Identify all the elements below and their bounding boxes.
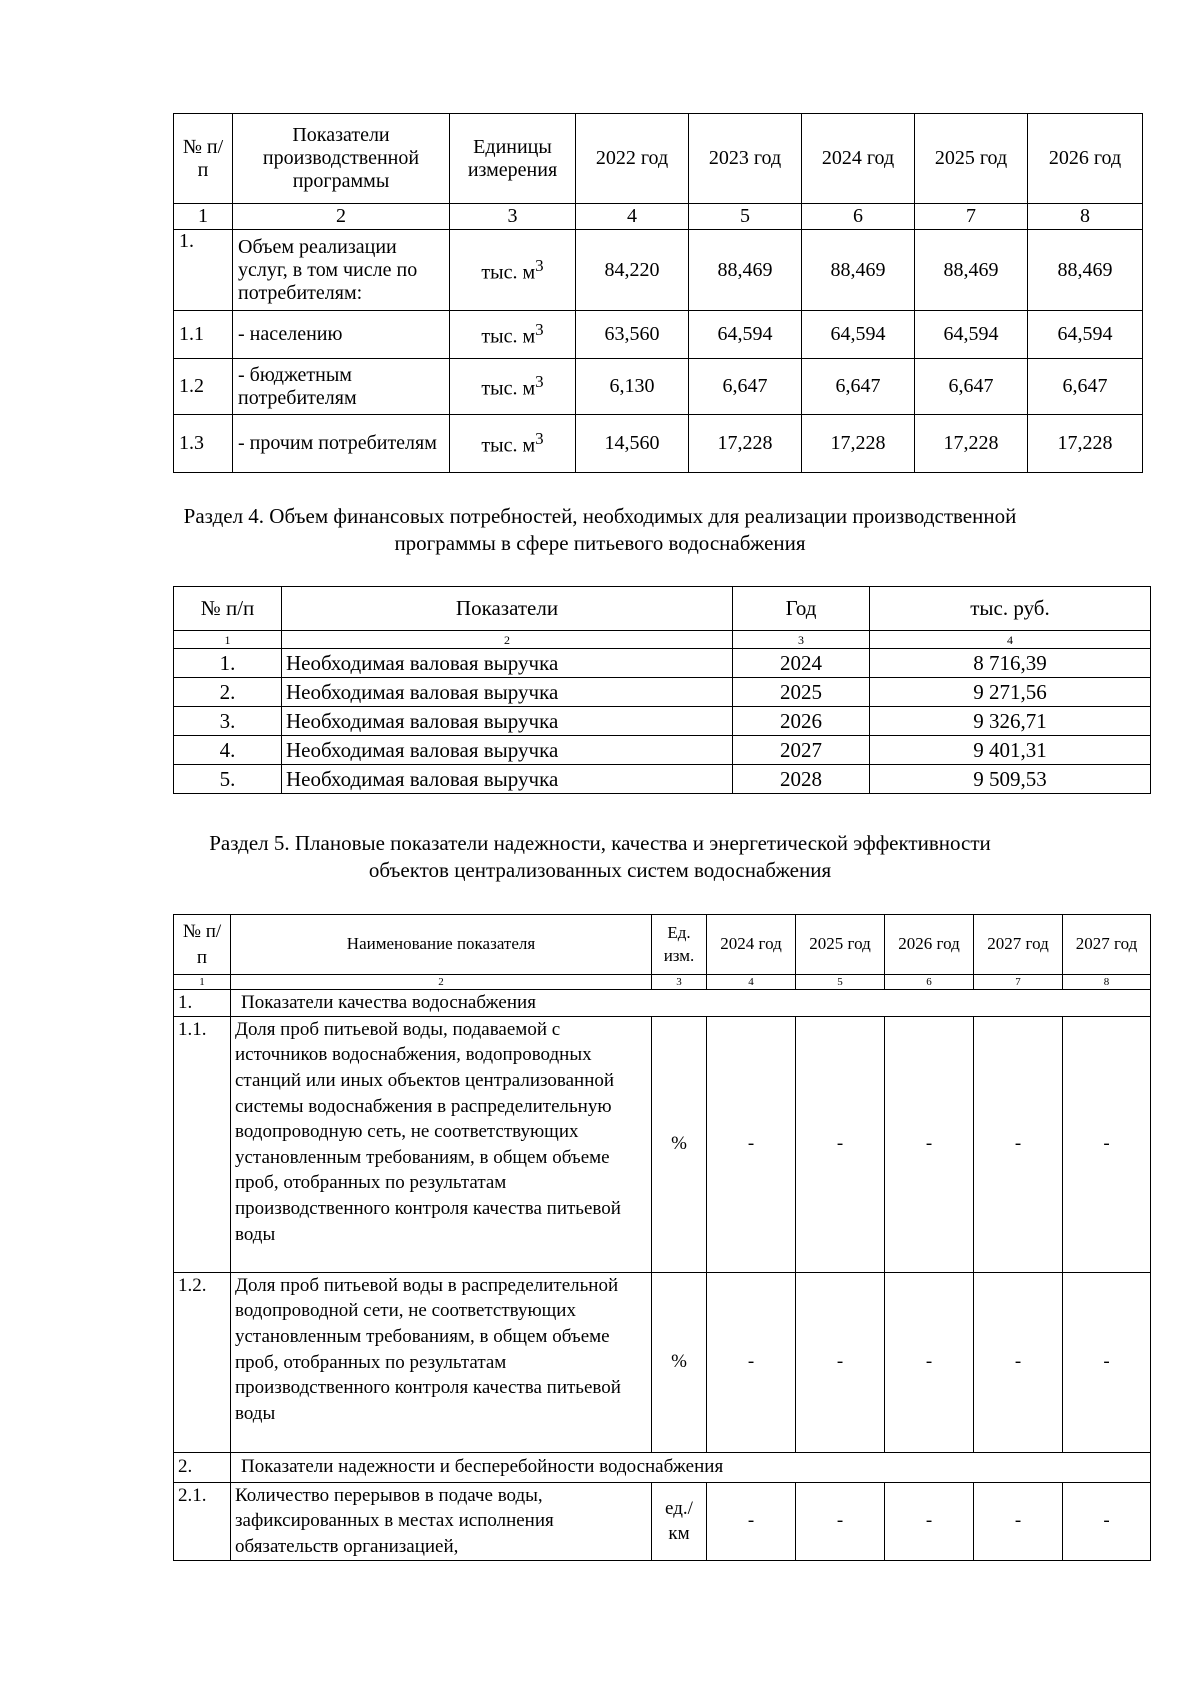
financial-needs-table — [173, 586, 1151, 794]
row-name: Объем реализации услуг, в том числе по потребителям: — [233, 230, 450, 311]
row-num: 2. — [174, 678, 282, 707]
row-value: 88,469 — [802, 230, 915, 311]
header-indicator: Показатели производственной программы — [233, 114, 450, 204]
row-unit: тыс. $м^3$ — [450, 415, 576, 473]
row-value: 8 716,39 — [870, 649, 1151, 678]
row-value: - — [974, 1016, 1063, 1272]
row-value: 64,594 — [802, 311, 915, 359]
row-value: - — [885, 1272, 974, 1452]
table-row — [174, 1482, 1151, 1560]
row-value: 9 271,56 — [870, 678, 1151, 707]
row-value: 6,647 — [802, 359, 915, 415]
row-year: 2024 — [733, 649, 870, 678]
section5-title — [0, 830, 1200, 884]
col-number: 8 — [1028, 204, 1143, 230]
row-unit: тыс. $м^3$ — [450, 230, 576, 311]
row-num: 5. — [174, 765, 282, 794]
row-name: Количество перерывов в подаче воды, зафиксированных в местах исполнения обязательств организацией, — [231, 1482, 652, 1560]
header-unit: Ед. изм. — [652, 915, 707, 975]
table-row — [174, 230, 1143, 311]
header-num: № п/п — [174, 114, 233, 204]
row-num: 1. — [174, 649, 282, 678]
row-unit: % — [652, 1016, 707, 1272]
row-name: - прочим потребителям — [233, 415, 450, 473]
row-value: - — [974, 1482, 1063, 1560]
row-unit: % — [652, 1272, 707, 1452]
row-value: - — [1063, 1482, 1151, 1560]
header-value: тыс. руб. — [870, 587, 1151, 631]
group-num: 1. — [174, 990, 231, 1017]
table-row — [174, 1016, 1151, 1272]
row-value: 64,594 — [1028, 311, 1143, 359]
row-num: 1.1 — [174, 311, 233, 359]
table-row — [174, 736, 1151, 765]
row-value: - — [707, 1016, 796, 1272]
col-number: 5 — [796, 975, 885, 990]
row-name: Необходимая валовая выручка — [282, 765, 733, 794]
header-year: 2024 год — [707, 915, 796, 975]
row-value: 64,594 — [689, 311, 802, 359]
table-row — [174, 707, 1151, 736]
row-year: 2027 — [733, 736, 870, 765]
header-year: 2026 год — [1028, 114, 1143, 204]
row-name: Необходимая валовая выручка — [282, 678, 733, 707]
row-num: 1.3 — [174, 415, 233, 473]
row-unit: ед./ км — [652, 1482, 707, 1560]
header-year: 2024 год — [802, 114, 915, 204]
row-value: 9 326,71 — [870, 707, 1151, 736]
col-number: 5 — [689, 204, 802, 230]
row-name: Доля проб питьевой воды, подаваемой с источников водоснабжения, водопроводных станций или иных объектов централизованной системы водоснабжения в распределительную водопроводную сеть, не соответствующих установленным требованиям, в общем объеме проб, отобранных по результатам производственного контроля качества питьевой воды — [231, 1016, 652, 1272]
col-number: 4 — [576, 204, 689, 230]
row-num: 1. — [174, 230, 233, 311]
header-year: Год — [733, 587, 870, 631]
section4-title-line2: программы в сфере питьевого водоснабжения — [394, 531, 806, 555]
col-number: 3 — [450, 204, 576, 230]
group-num: 2. — [174, 1452, 231, 1482]
col-number: 3 — [733, 631, 870, 649]
reliability-indicators-table — [173, 914, 1151, 1561]
col-number: 1 — [174, 204, 233, 230]
header-year: 2025 год — [915, 114, 1028, 204]
table-row — [174, 311, 1143, 359]
row-value: - — [796, 1272, 885, 1452]
header-unit: Единицы измерения — [450, 114, 576, 204]
row-value: - — [796, 1482, 885, 1560]
row-value: 17,228 — [1028, 415, 1143, 473]
row-value: - — [885, 1016, 974, 1272]
table-row — [174, 359, 1143, 415]
row-name: Доля проб питьевой воды в распределительной водопроводной сети, не соответствующих установленным требованиям, в общем объеме проб, отобранных по результатам производственного контроля качества питьевой воды — [231, 1272, 652, 1452]
header-year: 2027 год — [1063, 915, 1151, 975]
col-number: 7 — [974, 975, 1063, 990]
row-value: - — [974, 1272, 1063, 1452]
row-value: 9 401,31 — [870, 736, 1151, 765]
table-row — [174, 649, 1151, 678]
row-name: - бюджетным потребителям — [233, 359, 450, 415]
row-value: - — [1063, 1016, 1151, 1272]
row-value: 6,647 — [915, 359, 1028, 415]
row-num: 3. — [174, 707, 282, 736]
row-value: 17,228 — [802, 415, 915, 473]
col-number: 8 — [1063, 975, 1151, 990]
group-row — [174, 1452, 1151, 1482]
section5-title-line1: Раздел 5. Плановые показатели надежности, качества и энергетической эффективности — [209, 831, 991, 855]
section4-title-line1: Раздел 4. Объем финансовых потребностей, необходимых для реализации производственной — [183, 504, 1017, 528]
header-num: № п/п — [174, 587, 282, 631]
row-year: 2025 — [733, 678, 870, 707]
table-row — [174, 678, 1151, 707]
row-value: 6,647 — [689, 359, 802, 415]
row-value: 88,469 — [689, 230, 802, 311]
col-number: 6 — [885, 975, 974, 990]
col-number: 4 — [870, 631, 1151, 649]
row-name: - населению — [233, 311, 450, 359]
col-number: 7 — [915, 204, 1028, 230]
row-name: Необходимая валовая выручка — [282, 649, 733, 678]
header-year: 2025 год — [796, 915, 885, 975]
row-value: 88,469 — [915, 230, 1028, 311]
row-value: 6,647 — [1028, 359, 1143, 415]
row-num: 1.2. — [174, 1272, 231, 1452]
row-unit: тыс. $м^3$ — [450, 359, 576, 415]
header-num: № п/п — [174, 915, 231, 975]
row-value: 84,220 — [576, 230, 689, 311]
production-program-table — [173, 113, 1143, 473]
group-row — [174, 990, 1151, 1017]
col-number: 2 — [231, 975, 652, 990]
header-year: 2026 год — [885, 915, 974, 975]
row-value: - — [1063, 1272, 1151, 1452]
section4-title — [0, 503, 1200, 557]
col-number: 1 — [174, 631, 282, 649]
table-row — [174, 765, 1151, 794]
row-num: 1.2 — [174, 359, 233, 415]
col-number: 2 — [233, 204, 450, 230]
col-number: 1 — [174, 975, 231, 990]
section5-title-line2: объектов централизованных систем водоснабжения — [368, 858, 832, 882]
group-title: Показатели надежности и бесперебойности водоснабжения — [231, 1452, 1151, 1482]
row-value: 63,560 — [576, 311, 689, 359]
col-number: 2 — [282, 631, 733, 649]
row-value: - — [796, 1016, 885, 1272]
table-row — [174, 1272, 1151, 1452]
row-num: 1.1. — [174, 1016, 231, 1272]
header-indicator: Показатели — [282, 587, 733, 631]
row-value: 64,594 — [915, 311, 1028, 359]
header-year: 2027 год — [974, 915, 1063, 975]
row-value: - — [707, 1482, 796, 1560]
row-unit: тыс. $м^3$ — [450, 311, 576, 359]
row-name: Необходимая валовая выручка — [282, 736, 733, 765]
row-year: 2026 — [733, 707, 870, 736]
header-year: 2022 год — [576, 114, 689, 204]
row-value: 9 509,53 — [870, 765, 1151, 794]
row-name: Необходимая валовая выручка — [282, 707, 733, 736]
table-row — [174, 415, 1143, 473]
col-number: 6 — [802, 204, 915, 230]
row-year: 2028 — [733, 765, 870, 794]
group-title: Показатели качества водоснабжения — [231, 990, 1151, 1017]
row-value: 14,560 — [576, 415, 689, 473]
row-value: 17,228 — [915, 415, 1028, 473]
row-value: - — [707, 1272, 796, 1452]
row-value: - — [885, 1482, 974, 1560]
col-number: 3 — [652, 975, 707, 990]
row-value: 6,130 — [576, 359, 689, 415]
header-year: 2023 год — [689, 114, 802, 204]
row-value: 17,228 — [689, 415, 802, 473]
row-num: 4. — [174, 736, 282, 765]
row-num: 2.1. — [174, 1482, 231, 1560]
col-number: 4 — [707, 975, 796, 990]
row-value: 88,469 — [1028, 230, 1143, 311]
header-indicator: Наименование показателя — [231, 915, 652, 975]
